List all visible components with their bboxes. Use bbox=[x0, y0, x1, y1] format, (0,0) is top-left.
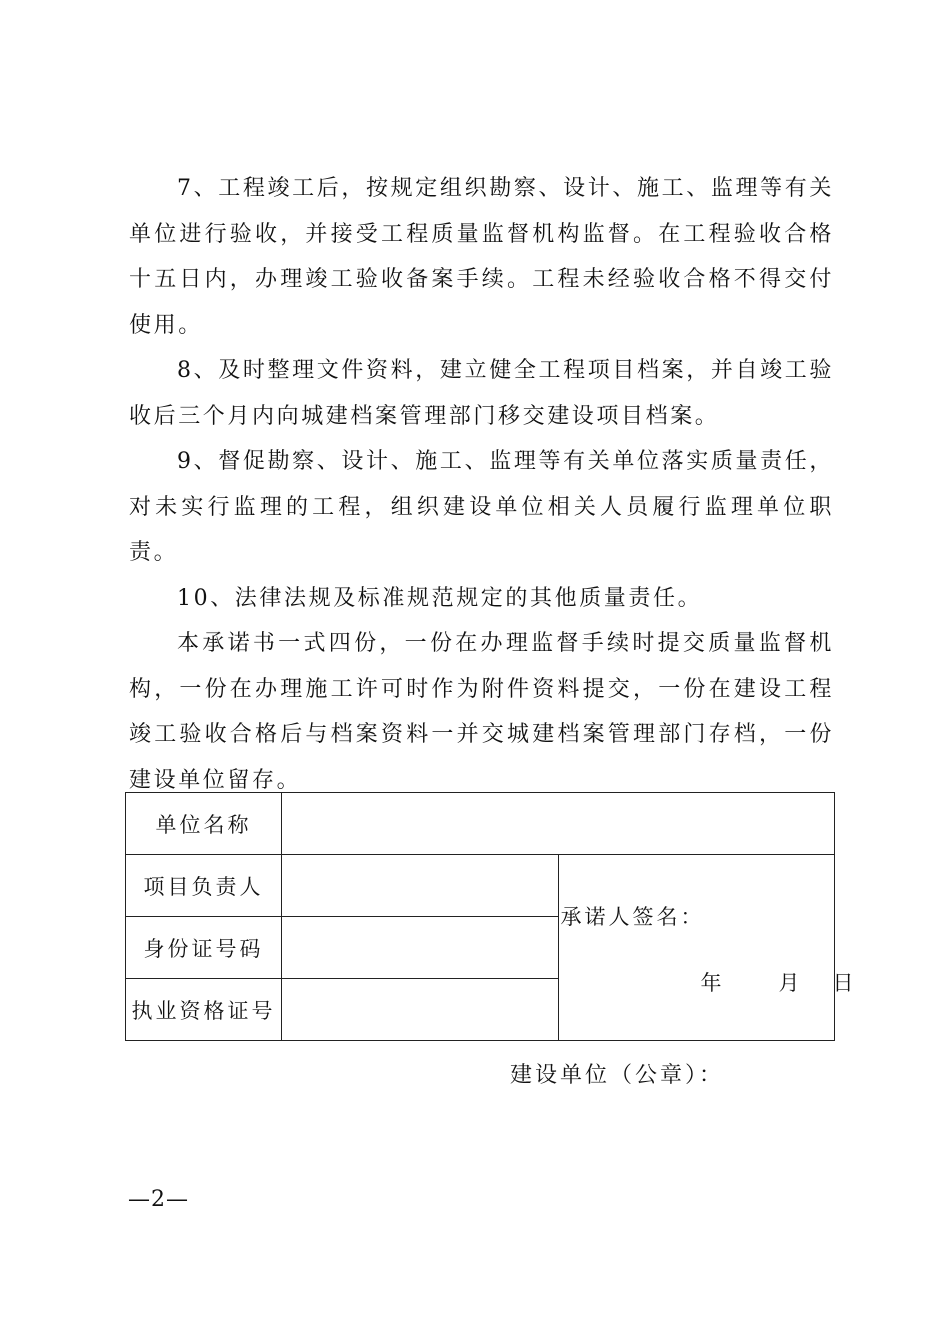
paragraph-item-9: 9、督促勘察、设计、施工、监理等有关单位落实质量责任，对未实行监理的工程，组织建设单位相关人员履行监理单位职责。 bbox=[129, 449, 834, 565]
page-number: —2— bbox=[128, 1187, 189, 1212]
project-leader-field[interactable] bbox=[282, 855, 559, 917]
project-leader-label: 项目负责人 bbox=[126, 855, 282, 917]
license-number-field[interactable] bbox=[282, 979, 559, 1041]
date-month-label: 月 bbox=[778, 971, 800, 995]
commitment-form-table bbox=[125, 792, 854, 1041]
id-number-label: 身份证号码 bbox=[126, 917, 282, 979]
unit-name-label: 单位名称 bbox=[126, 793, 282, 855]
license-number-label: 执业资格证号 bbox=[126, 979, 282, 1041]
signature-cell[interactable] bbox=[558, 855, 854, 1041]
paragraph-item-7: 7、工程竣工后，按规定组织勘察、设计、施工、监理等有关单位进行验收，并接受工程质量监督机构监督。在工程验收合格十五日内，办理竣工验收备案手续。工程未经验收合格不得交付使用。 bbox=[129, 176, 834, 338]
commitment-body bbox=[129, 166, 834, 803]
unit-name-field[interactable] bbox=[282, 793, 835, 855]
company-seal-label: 建设单位（公章）： bbox=[510, 1063, 725, 1088]
paragraph-copies: 本承诺书一式四份，一份在办理监督手续时提交质量监督机构，一份在办理施工许可时作为附件资料提交，一份在建设工程竣工验收合格后与档案资料一并交城建档案管理部门存档，一份建设单位留存。 bbox=[129, 631, 834, 793]
date-day-label: 日 bbox=[832, 971, 854, 995]
table-row bbox=[126, 855, 835, 917]
signature-date bbox=[701, 967, 854, 997]
id-number-field[interactable] bbox=[282, 917, 559, 979]
table-row bbox=[126, 793, 835, 855]
date-year-label: 年 bbox=[700, 971, 722, 995]
paragraph-item-10: 10、法律法规及标准规范规定的其他质量责任。 bbox=[177, 585, 703, 611]
paragraph-item-8: 8、及时整理文件资料，建立健全工程项目档案，并自竣工验收后三个月内向城建档案管理部门移交建设项目档案。 bbox=[129, 358, 834, 429]
signature-label: 承诺人签名： bbox=[560, 905, 705, 929]
